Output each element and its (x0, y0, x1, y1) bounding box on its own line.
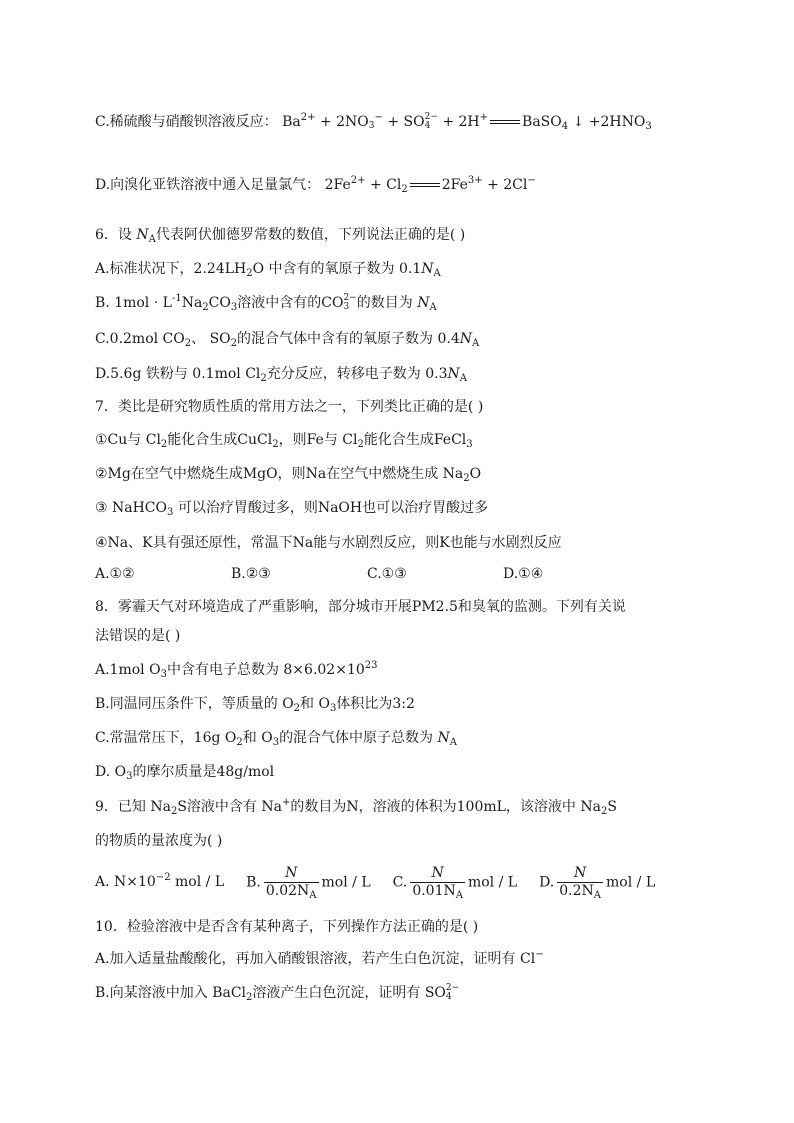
q5-d-equation: $2Fe^{2+} + Cl_2$ $2Fe^{3+} + 2Cl^-$ (324, 175, 536, 195)
q10-option-b: B.向某溶液中加入 BaCl$_2$溶液产生白色沉淀，证明有 SO 2− 4 (95, 983, 460, 1003)
q8-stem-line2: 法错误的是( ) (95, 628, 181, 644)
q7-choice-a[interactable]: A.①② (95, 566, 135, 582)
q9-choice-c[interactable]: C. $\frac{N}{0.01N_A}$ mol / L (392, 864, 518, 901)
q9-stem-line2: 的物质的量浓度为( ) (95, 833, 223, 849)
q5-option-c: C.稀硫酸与硝酸钡溶液反应： $Ba^{2+} + 2NO$ 3 − + SO 2− 4 + 2H+ BaSO$_4$ ↓ $+2HNO_3$ (95, 112, 652, 132)
q6-option-b: B. $1mol \cdot L^{-1}Na_2CO_3$溶液中含有的CO 2− 3 的数目为 $N_A$ (95, 293, 437, 313)
q6-stem: 6．设 $N_A$代表阿伏伽德罗常数的数值，下列说法正确的是( ) (95, 227, 466, 245)
q10-option-a: A.加入适量盐酸酸化，再加入硝酸银溶液，若产生白色沉淀，证明有 Cl− (95, 949, 544, 967)
q9-options (95, 860, 754, 904)
q9-stem-line1: 9．已知 $Na_2S$溶液中含有 Na+的数目为N，溶液的体积为100mL，该溶液中 $Na_2S$ (95, 797, 617, 817)
q6-option-d: D.5.6g 铁粉与 0.1mol $Cl_2$充分反应，转移电子数为 $0.3N_A$ (95, 366, 467, 384)
q8-option-d: D. $O_3$的摩尔质量是48g/mol (95, 764, 275, 782)
q7-item-3: ③ NaHCO$_3$ 可以治疗胃酸过多，则NaOH也可以治疗胃酸过多 (95, 500, 489, 518)
q9-choice-d[interactable]: D. $\frac{N}{0.2N_A}$ mol / L (539, 864, 656, 901)
q7-choices (95, 564, 754, 584)
q9-choice-a[interactable]: A. $N\times 10^{-2}$ mol / L (95, 872, 225, 890)
q7-item-4: ④Na、K具有强还原性，常温下Na能与水剧烈反应，则K也能与水剧烈反应 (95, 535, 562, 551)
q8-option-c: C.常温常压下，16g $O_2$和 $O_3$的混合气体中原子总数为 $N_A$ (95, 730, 457, 748)
q7-choice-c[interactable]: C.①③ (367, 566, 407, 582)
q6-option-c: C.0.2mol $CO_2$、 $SO_2$的混合气体中含有的氧原子数为 $0.4N_A$ (95, 331, 480, 349)
q8-option-b: B.同温同压条件下，等质量的 $O_2$和 $O_3$体积比为3:2 (95, 696, 415, 714)
q7-stem: 7．类比是研究物质性质的常用方法之一，下列类比正确的是( ) (95, 399, 484, 415)
q7-choice-d[interactable]: D.①④ (503, 566, 544, 582)
q5-c-equation: $Ba^{2+} + 2NO$ 3 − + SO 2− 4 + 2H+ BaSO$_4$ ↓ $+2HNO_3$ (282, 112, 652, 132)
q5-option-d: D.向溴化亚铁溶液中通入足量氯气： $2Fe^{2+} + Cl_2$ $2Fe^{3+} + 2Cl^-$ (95, 175, 536, 195)
q7-item-2: ②Mg在空气中燃烧生成MgO，则Na在空气中燃烧生成 $Na_2O$ (95, 466, 482, 484)
q10-stem: 10．检验溶液中是否含有某种离子，下列操作方法正确的是( ) (95, 919, 479, 935)
q7-item-1: ①Cu与 $Cl_2$能化合生成CuCl$_2$，则Fe与 $Cl_2$能化合生成FeCl$_3$ (95, 432, 473, 450)
q9-choice-b[interactable]: B. $\frac{N}{0.02N_A}$ mol / L (246, 864, 371, 901)
q7-choice-b[interactable]: B.②③ (231, 566, 271, 582)
q6-option-a: A.标准状况下，$2.24LH_2O$ 中含有的氧原子数为 $0.1N_A$ (95, 261, 441, 279)
q8-stem-line1: 8．雾霾天气对环境造成了严重影响，部分城市开展PM2.5和臭氧的监测。下列有关说 (95, 599, 626, 615)
q8-option-a: A.1mol $O_3$中含有电子总数为 $8\times 6.02\times 10^{23}$ (95, 660, 378, 680)
